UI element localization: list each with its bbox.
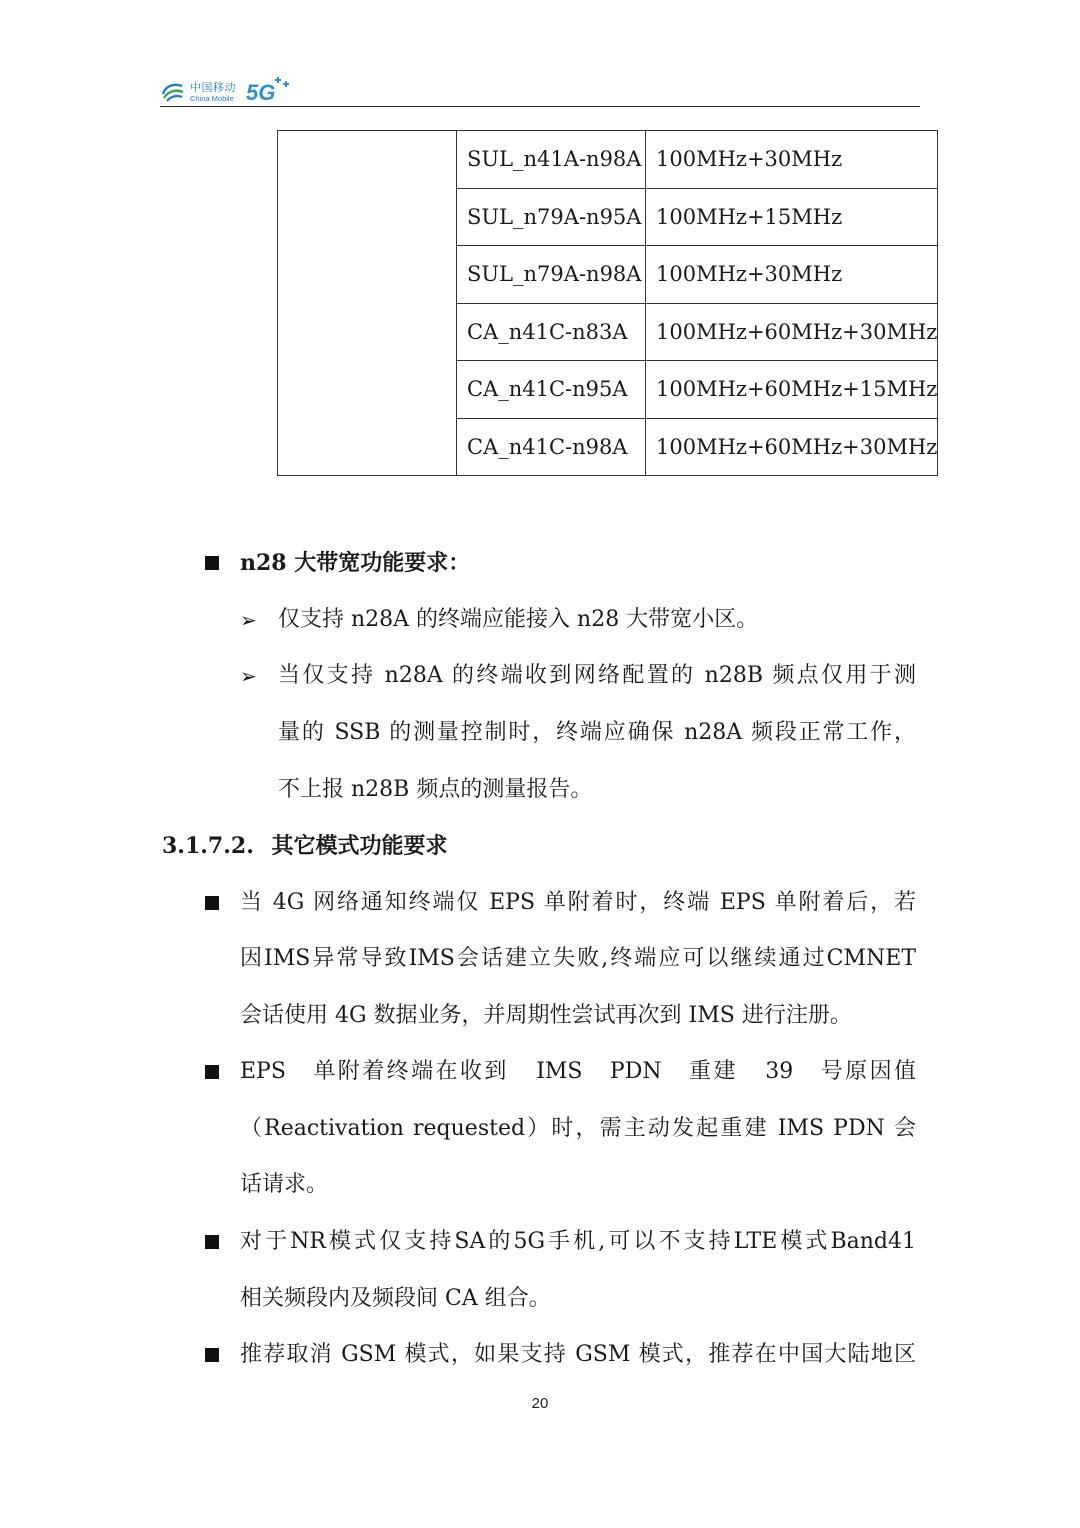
n28-item-2-line-2: 量的 SSB 的测量控制时，终端应确保 n28A 频段正常工作， [278,720,916,745]
n28-item-1: 仅支持 n28A 的终端应能接入 n28 大带宽小区。 [278,607,759,632]
bandwidth-cell: 100MHz+15MHz [646,188,938,246]
bullet-2-line-3: 话请求。 [240,1172,329,1197]
bullet-1-line-3: 会话使用 4G 数据业务，并周期性尝试再次到 IMS 进行注册。 [240,1003,852,1028]
table-row [278,131,938,189]
bullet-2-line-2: （Reactivation requested）时，需主动发起重建 IMS PDN 会 [240,1116,916,1141]
header-divider [160,106,920,107]
n28-item-2-line-1: 当仅支持 n28A 的终端收到网络配置的 n28B 频点仅用于测 [278,663,916,688]
bullet-1-line-2: 因IMS异常导致IMS会话建立失败,终端应可以继续通过CMNET [240,946,916,971]
bandwidth-cell: 100MHz+30MHz [646,131,938,189]
bandwidth-cell: 100MHz+60MHz+30MHz [646,418,938,476]
page-number: 20 [531,1395,549,1412]
square-bullet-icon [205,896,219,910]
bullet-2-line-1: EPS 单附着终端在收到 IMS PDN 重建 39 号原因值 [240,1059,916,1084]
arrow-bullet-icon: ➢ [240,664,257,688]
n28-heading: n28 大带宽功能要求： [240,550,471,576]
bandwidth-cell: 100MHz+60MHz+15MHz [646,361,938,419]
merged-empty-cell [278,131,457,476]
square-bullet-icon [205,556,219,570]
bullet-3-line-1: 对于NR模式仅支持SA的5G手机,可以不支持LTE模式Band41 [240,1229,916,1254]
section-number: 3.1.7.2. [162,833,254,859]
bandwidth-cell: 100MHz+30MHz [646,246,938,304]
china-mobile-logo [160,76,292,108]
logo-english-text: China Mobile [190,93,234,103]
page-header [160,70,920,108]
5g-plus-icon [274,76,292,92]
bullet-3-line-2: 相关频段内及频段间 CA 组合。 [240,1286,551,1311]
china-mobile-logo-icon [160,80,186,104]
combo-cell: SUL_n41A-n98A [457,131,646,189]
bullet-4-line-1: 推荐取消 GSM 模式，如果支持 GSM 模式，推荐在中国大陆地区 [240,1342,916,1367]
square-bullet-icon [205,1235,219,1249]
bullet-1-line-1: 当 4G 网络通知终端仅 EPS 单附着时，终端 EPS 单附着后，若 [240,890,916,915]
arrow-bullet-icon: ➢ [240,608,257,632]
n28-item-2-line-3: 不上报 n28B 频点的测量报告。 [278,777,593,802]
square-bullet-icon [205,1065,219,1079]
combo-cell: SUL_n79A-n95A [457,188,646,246]
band-combination-table [277,130,938,476]
logo-chinese-text: 中国移动 [190,80,236,94]
section-heading [162,831,448,861]
section-title: 其它模式功能要求 [271,833,448,859]
bandwidth-cell: 100MHz+60MHz+30MHz [646,303,938,361]
combo-cell: SUL_n79A-n98A [457,246,646,304]
5g-logo: 5G [246,80,276,105]
square-bullet-icon [205,1348,219,1362]
combo-cell: CA_n41C-n98A [457,418,646,476]
combo-cell: CA_n41C-n83A [457,303,646,361]
combo-cell: CA_n41C-n95A [457,361,646,419]
